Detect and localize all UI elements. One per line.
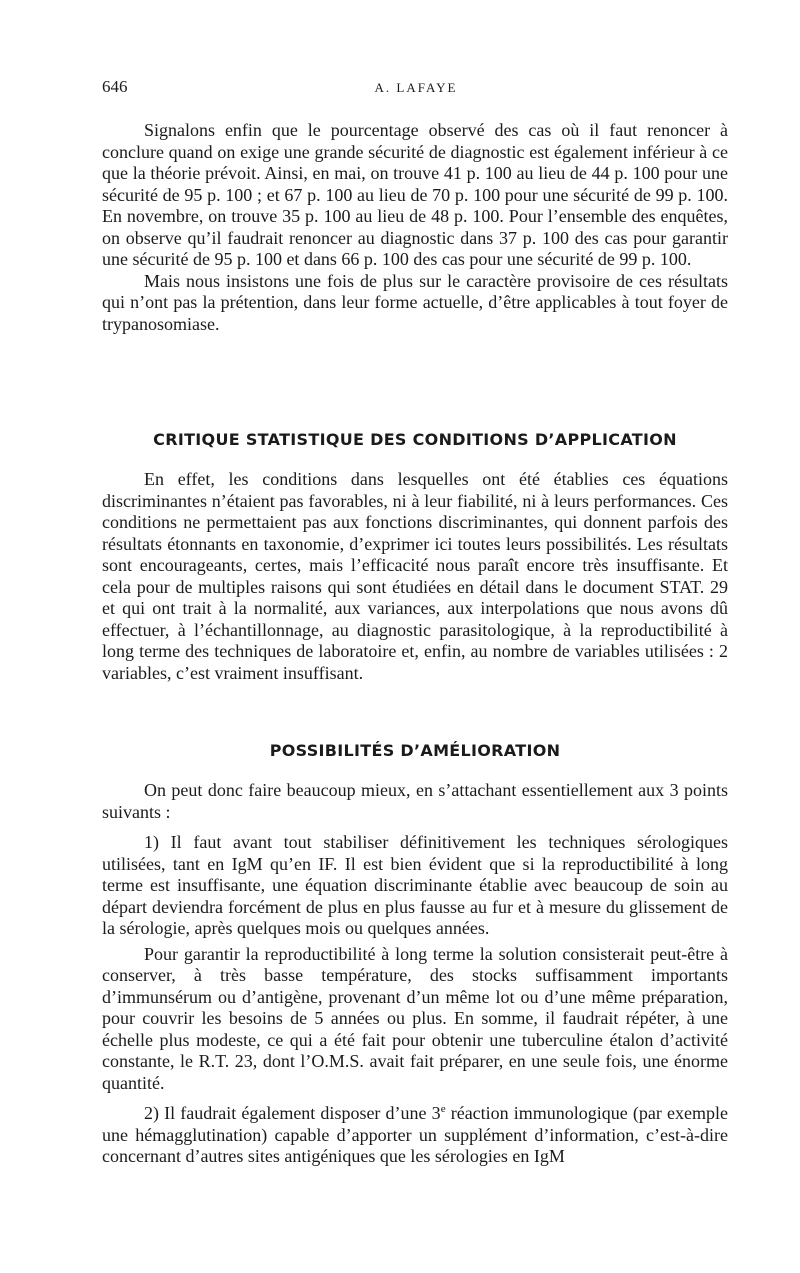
section-body [102,780,728,1168]
paragraph [102,1103,728,1168]
paragraph: 1) Il faut avant tout stabiliser définitivement les techniques sérologiques utilisées, tant en IgM qu’en IF. Il est bien évident que si la reproductibilité à long terme est insuffisante, une équation discriminante établie avec beaucoup de soin au départ deviendra forcément de plus en plus fausse au fur et à mesure du glissement de la sérologie, après quelques mois ou quelques années. [102,832,728,938]
paragraph-text: 2) Il faudrait également disposer d’une 3 [144,1103,441,1123]
running-title: A. LAFAYE [374,80,458,95]
section-heading: CRITIQUE STATISTIQUE DES CONDITIONS D’APPLICATION [153,430,677,449]
running-header [102,77,730,101]
paragraph: En effet, les conditions dans lesquelles ont été établies ces équations discriminantes n’étaient pas favorables, ni à leur fiabilité, ni à leurs performances. Ces conditions ne permettaient pas aux fonctions discriminantes, qui donnent parfois des résultats étonnants en taxonomie, d’exprimer ici toutes leurs possibilités. Les résultats sont encourageants, certes, mais l’efficacité nous paraît encore très insuffisante. Et cela pour de multiples raisons qui sont étudiées en détail dans le document STAT. 29 et qui ont trait à la normalité, aux variances, aux interpolations que nous avons dû effectuer, à l’échantillonnage, au diagnostic parasitologique, à la reproductibilité à long terme des techniques de laboratoire et, enfin, au nombre de variables utilisées : 2 variables, c’est vraiment insuffisant. [102,469,728,683]
section-heading: POSSIBILITÉS D’AMÉLIORATION [269,741,561,760]
intro-block [102,120,728,335]
paragraph-text: réaction immunologique (par exemple une hémagglutination) capable d’apporter un supplément d’information, c’est-à-dire concernant d’autres sites antigéniques que les sérologies en IgM [102,1103,729,1166]
superscript: e [440,1103,446,1115]
page-number: 646 [102,77,128,96]
section-body [102,469,728,684]
paragraph: Pour garantir la reproductibilité à long terme la solution consisterait peut-être à conserver, à très basse température, des stocks suffisamment importants d’immunsérum ou d’antigène, provenant d’un même lot ou d’une même préparation, pour couvrir les besoins de 5 années ou plus. En somme, il faudrait répéter, à une échelle plus modeste, ce qui a été fait pour obtenir une tuberculine étalon d’activité constante, le R.T. 23, dont l’O.M.S. avait fait préparer, en une seule fois, une énorme quantité. [102,943,728,1093]
paragraph: Signalons enfin que le pourcentage observé des cas où il faut renoncer à conclure quand on exige une grande sécurité de diagnostic est également inférieur à ce que la théorie prévoit. Ainsi, en mai, on trouve 41 p. 100 au lieu de 44 p. 100 pour une sécurité de 95 p. 100 ; et 67 p. 100 au lieu de 70 p. 100 pour une sécurité de 99 p. 100. En novembre, on trouve 35 p. 100 au lieu de 48 p. 100. Pour l’ensemble des enquêtes, on observe qu’il faudrait renoncer au diagnostic dans 37 p. 100 des cas pour garantir une sécurité de 95 p. 100 et dans 66 p. 100 des cas pour une sécurité de 99 p. 100. [102,120,728,269]
paragraph: Mais nous insistons une fois de plus sur le caractère provisoire de ces résultats qui n’ont pas la prétention, dans leur forme actuelle, d’être applicables à tout foyer de trypanosomiase. [102,270,728,334]
paragraph: On peut donc faire beaucoup mieux, en s’attachant essentiellement aux 3 points suivants : [102,780,728,822]
